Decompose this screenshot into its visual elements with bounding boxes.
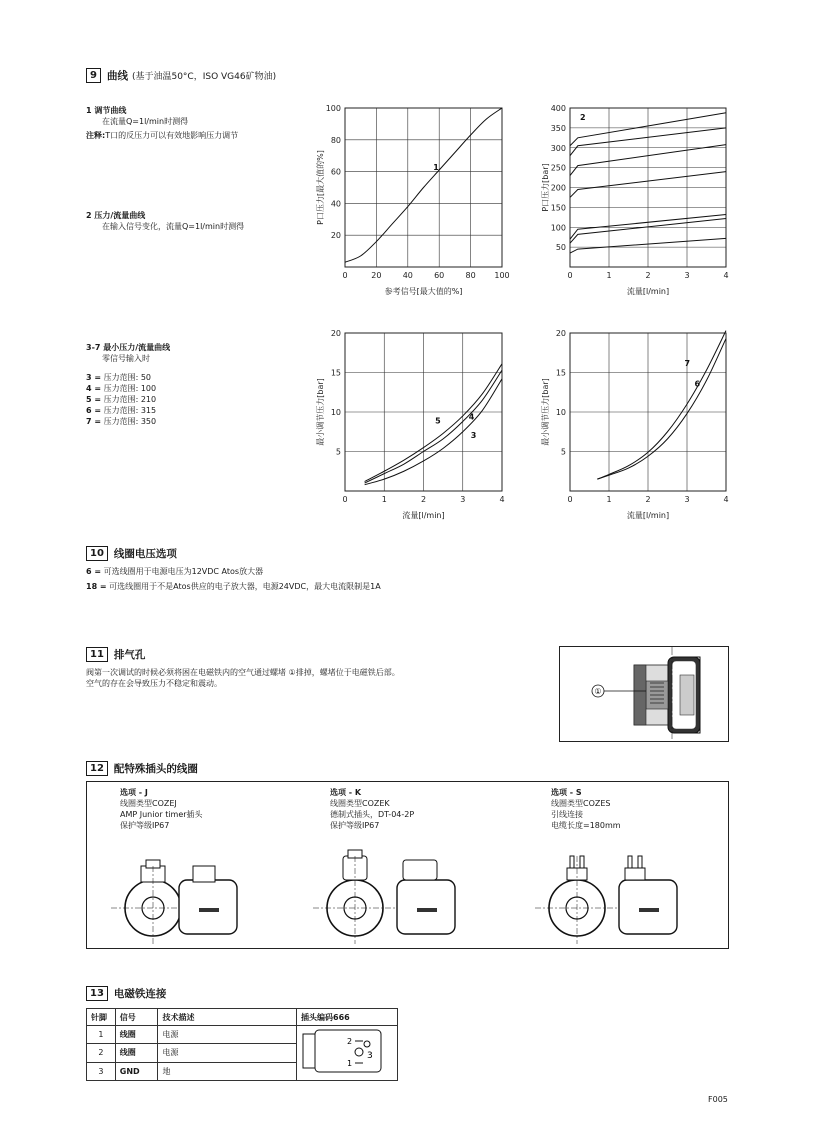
table-row: 1 线圈 电源 2 1 3 (87, 1026, 398, 1044)
series-label: 7 (684, 359, 691, 369)
y-tick-label: 20 (330, 231, 341, 241)
series-group-label: 2 (580, 113, 586, 122)
y-axis-label: 最小调节压力[bar] (316, 378, 325, 446)
x-tick-label: 4 (499, 495, 505, 504)
series-label: 6 (694, 379, 701, 389)
x-tick-label: 4 (723, 271, 729, 280)
ground-symbol: 3 (367, 1051, 373, 1061)
range-item: 7 = 压力范围: 350 (86, 417, 157, 426)
range-item: 5 = 压力范围: 210 (86, 395, 157, 404)
section-13-header (86, 986, 166, 1001)
y-tick-label: 60 (330, 167, 341, 177)
y-tick-label: 5 (560, 447, 566, 457)
bleed-drawing (559, 646, 729, 742)
chart-grid (345, 333, 502, 491)
x-tick-label: 2 (645, 271, 651, 280)
voltage-option: 18 = 可选线圈用于不是Atos供应的电子放大器，电源24VDC，最大电流限制是1A (86, 582, 381, 591)
series-label: 5 (435, 416, 441, 426)
note-label: 注释: (86, 131, 106, 140)
y-tick-label: 10 (555, 408, 566, 417)
series-line-6 (597, 339, 726, 480)
y-tick-label: 20 (555, 329, 566, 338)
series-line-1 (345, 108, 502, 262)
option-k: 选项 - K 线圈类型COZEK 德制式插头，DT-04-2P 保护等级IP67 (330, 788, 415, 830)
section-number: 9 (86, 68, 101, 83)
y-tick-label: 5 (335, 447, 341, 457)
item-label: 3-7 最小压力/流量曲线 (86, 343, 171, 352)
x-tick-label: 2 (420, 495, 427, 504)
y-axis-label: 最小调节压力[bar] (541, 378, 550, 446)
chart-pressure-flow (530, 100, 740, 295)
table-row: 2 线圈 电源 (87, 1044, 398, 1062)
x-tick-label: 2 (645, 495, 651, 504)
y-tick-label: 350 (550, 123, 566, 133)
range-item: 6 = 压力范围: 315 (86, 406, 157, 415)
section-9-header (86, 68, 276, 83)
series-line-7 (597, 331, 726, 480)
curve-2-description (86, 210, 306, 232)
y-tick-label: 20 (330, 329, 341, 338)
x-tick-label: 20 (371, 271, 382, 280)
y-tick-label: 100 (550, 223, 566, 233)
y-tick-label: 10 (330, 408, 341, 417)
y-tick-label: 40 (330, 199, 341, 209)
header-connector-code: 插头编码666 (297, 1009, 398, 1026)
section-title: 配特殊插头的线圈 (113, 763, 198, 775)
coil-j-drawing (111, 860, 237, 944)
x-tick-label: 0 (567, 271, 573, 280)
chart-min-pressure-6-7 (530, 325, 740, 520)
item-label: 1 调节曲线 (86, 106, 127, 115)
coil-drawings (97, 846, 717, 944)
x-tick-label: 1 (606, 495, 612, 504)
y-tick-label: 100 (325, 104, 341, 113)
y-tick-label: 250 (550, 163, 566, 173)
coil-options-box (86, 781, 729, 949)
header-signal: 信号 (115, 1009, 158, 1026)
coil-s-drawing (535, 856, 677, 944)
y-tick-label: 15 (330, 368, 341, 378)
item-desc: 在流量Q=1l/min时测得 (102, 117, 189, 126)
connector-cell (297, 1026, 398, 1081)
curve-3-7-description (86, 342, 306, 427)
item-desc: 在输入信号变化，流量Q=1l/min时测得 (102, 222, 245, 231)
x-tick-label: 4 (723, 495, 729, 504)
item-label: 2 压力/流量曲线 (86, 211, 146, 220)
bleed-screw-marker: ① (594, 687, 602, 696)
table-row: 3 GND 地 (87, 1062, 398, 1080)
note-text: T口的反压力可以有效地影响压力调节 (105, 131, 239, 140)
x-axis-label: 参考信号[最大值的%] (384, 287, 463, 295)
x-axis-label: 流量[l/min] (402, 511, 445, 520)
section-title: 线圈电压选项 (113, 548, 177, 560)
y-tick-label: 150 (550, 203, 566, 213)
page-code: F005 (708, 1095, 728, 1104)
coil-k-drawing (313, 850, 455, 944)
x-tick-label: 1 (606, 271, 612, 280)
series-label: 3 (470, 430, 477, 440)
chart-min-pressure-3-5 (310, 325, 520, 520)
section-12-header (86, 761, 198, 776)
series-line-5 (365, 364, 502, 482)
x-tick-label: 80 (465, 271, 476, 280)
chart-regulation-curve (310, 100, 520, 295)
voltage-option: 6 = 可选线圈用于电源电压为12VDC Atos放大器 (86, 567, 264, 576)
x-tick-label: 0 (342, 271, 348, 280)
y-tick-label: 200 (550, 183, 566, 193)
x-tick-label: 3 (460, 495, 466, 504)
section-number: 10 (86, 546, 108, 561)
section-title: 曲线 (106, 70, 128, 82)
pin-table (86, 1008, 398, 1081)
x-tick-label: 3 (684, 495, 690, 504)
section-number: 12 (86, 761, 108, 776)
range-item: 4 = 压力范围: 100 (86, 384, 157, 393)
series-line-4 (365, 370, 502, 483)
section-number: 13 (86, 986, 108, 1001)
bleed-text: 阀第一次调试的时候必须将困在电磁铁内的空气通过螺堵 ①排掉，螺堵位于电磁铁后部。 空气的存在会导致压力不稳定和震动。 (86, 668, 400, 688)
x-tick-label: 40 (402, 271, 413, 280)
section-subtitle: (基于油温50°C，ISO VG46矿物油) (131, 72, 277, 82)
item-desc: 零信号输入时 (102, 354, 150, 363)
section-title: 排气孔 (113, 649, 146, 661)
section-10-header (86, 546, 177, 561)
y-axis-label: P口压力[最大值的%] (316, 150, 325, 225)
curve-1-description (86, 105, 306, 141)
section-number: 11 (86, 647, 108, 662)
chart-grid (570, 333, 726, 491)
y-axis-label: P口压力[bar] (541, 163, 550, 212)
x-tick-label: 100 (494, 271, 510, 280)
y-tick-label: 80 (330, 135, 341, 145)
x-axis-label: 流量[l/min] (626, 511, 670, 520)
x-tick-label: 1 (381, 495, 387, 504)
option-j: 选项 - J 线圈类型COZEJ AMP Junior timer插头 保护等级IP67 (120, 788, 203, 830)
connector-pin-2-label: 2 (347, 1037, 353, 1046)
y-tick-label: 15 (555, 368, 566, 378)
x-tick-label: 0 (342, 495, 348, 504)
series-label: 1 (433, 163, 439, 173)
connector-pin-1-label: 1 (347, 1059, 353, 1068)
y-tick-label: 300 (550, 143, 566, 153)
section-title: 电磁铁连接 (113, 988, 167, 1000)
x-tick-label: 0 (567, 495, 573, 504)
header-pin: 针脚 (87, 1009, 116, 1026)
voltage-options (86, 566, 686, 592)
y-tick-label: 50 (555, 243, 566, 253)
header-description: 技术描述 (158, 1009, 297, 1026)
y-tick-label: 400 (550, 104, 566, 113)
section-11-header (86, 647, 145, 662)
series-label: 4 (468, 412, 475, 422)
range-item: 3 = 压力范围: 50 (86, 373, 152, 382)
solenoid-bleed-diagram (560, 647, 728, 741)
x-tick-label: 3 (684, 271, 690, 280)
connector-666-drawing (297, 1026, 397, 1078)
x-axis-label: 流量[l/min] (626, 287, 670, 295)
x-tick-label: 60 (434, 271, 445, 280)
option-s: 选项 - S 线圈类型COZES 引线连接 电缆长度=180mm (551, 788, 621, 830)
